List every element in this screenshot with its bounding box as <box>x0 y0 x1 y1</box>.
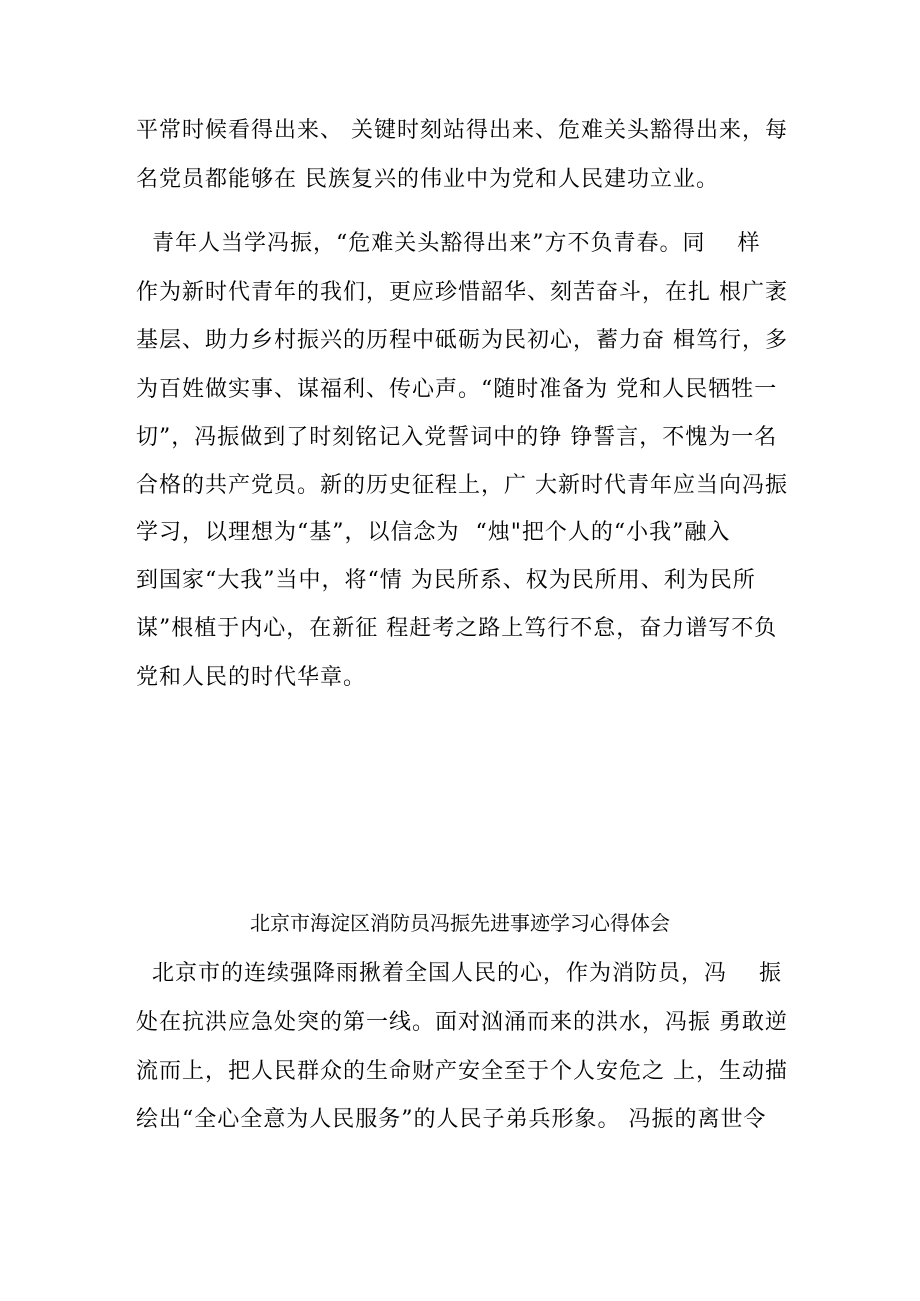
text-line: 绘出“全心全意为人民服务”的人民子弟兵形象。 冯振的离世令 <box>136 1107 767 1132</box>
text-line: 基层、助力乡村振兴的历程中砥砺为民初心，蓄力奋 楫笃行，多 <box>136 328 788 353</box>
text-line: 学习，以理想为“基”，以信念为 “烛"把个人的“小我”融入 <box>136 520 731 545</box>
section-title: 北京市海淀区消防员冯振先进事迹学习心得体会 <box>250 911 670 935</box>
text-line: 党和人民的时代华章。 <box>136 665 367 690</box>
text-line: 处在抗洪应急处突的第一线。面对汹涌而来的洪水，冯振 勇敢逆 <box>136 1010 788 1035</box>
text-line: 北京市的连续强降雨揪着全国人民的心，作为消防员，冯 振 <box>136 961 782 986</box>
text-line: 到国家“大我”当中，将“情 为民所系、权为民所用、利为民所 <box>136 568 756 593</box>
text-line: 名党员都能够在 民族复兴的伟业中为党和人民建功立业。 <box>136 167 719 192</box>
text-line: 平常时候看得出来、 关键时刻站得出来、危难关头豁得出来，每 <box>136 118 788 143</box>
text-line: 青年人当学冯振，“危难关头豁得出来”方不负青春。同 样 <box>136 231 761 256</box>
text-line: 作为新时代青年的我们，更应珍惜韶华、刻苦奋斗，在扎 根广袤 <box>136 280 788 305</box>
text-line: 流而上，把人民群众的生命财产安全至于个人安危之 上，生动描 <box>136 1059 788 1084</box>
text-line: 切”，冯振做到了时刻铭记入党誓词中的铮 铮誓言，不愧为一名 <box>136 425 778 450</box>
text-line: 为百姓做实事、谋福利、传心声。“随时准备为 党和人民牺牲一 <box>136 377 778 402</box>
text-line: 合格的共产党员。新的历史征程上，广 大新时代青年应当向冯振 <box>136 473 788 498</box>
text-line: 谋”根植于内心，在新征 程赶考之路上笃行不怠，奋力谱写不负 <box>136 616 778 641</box>
